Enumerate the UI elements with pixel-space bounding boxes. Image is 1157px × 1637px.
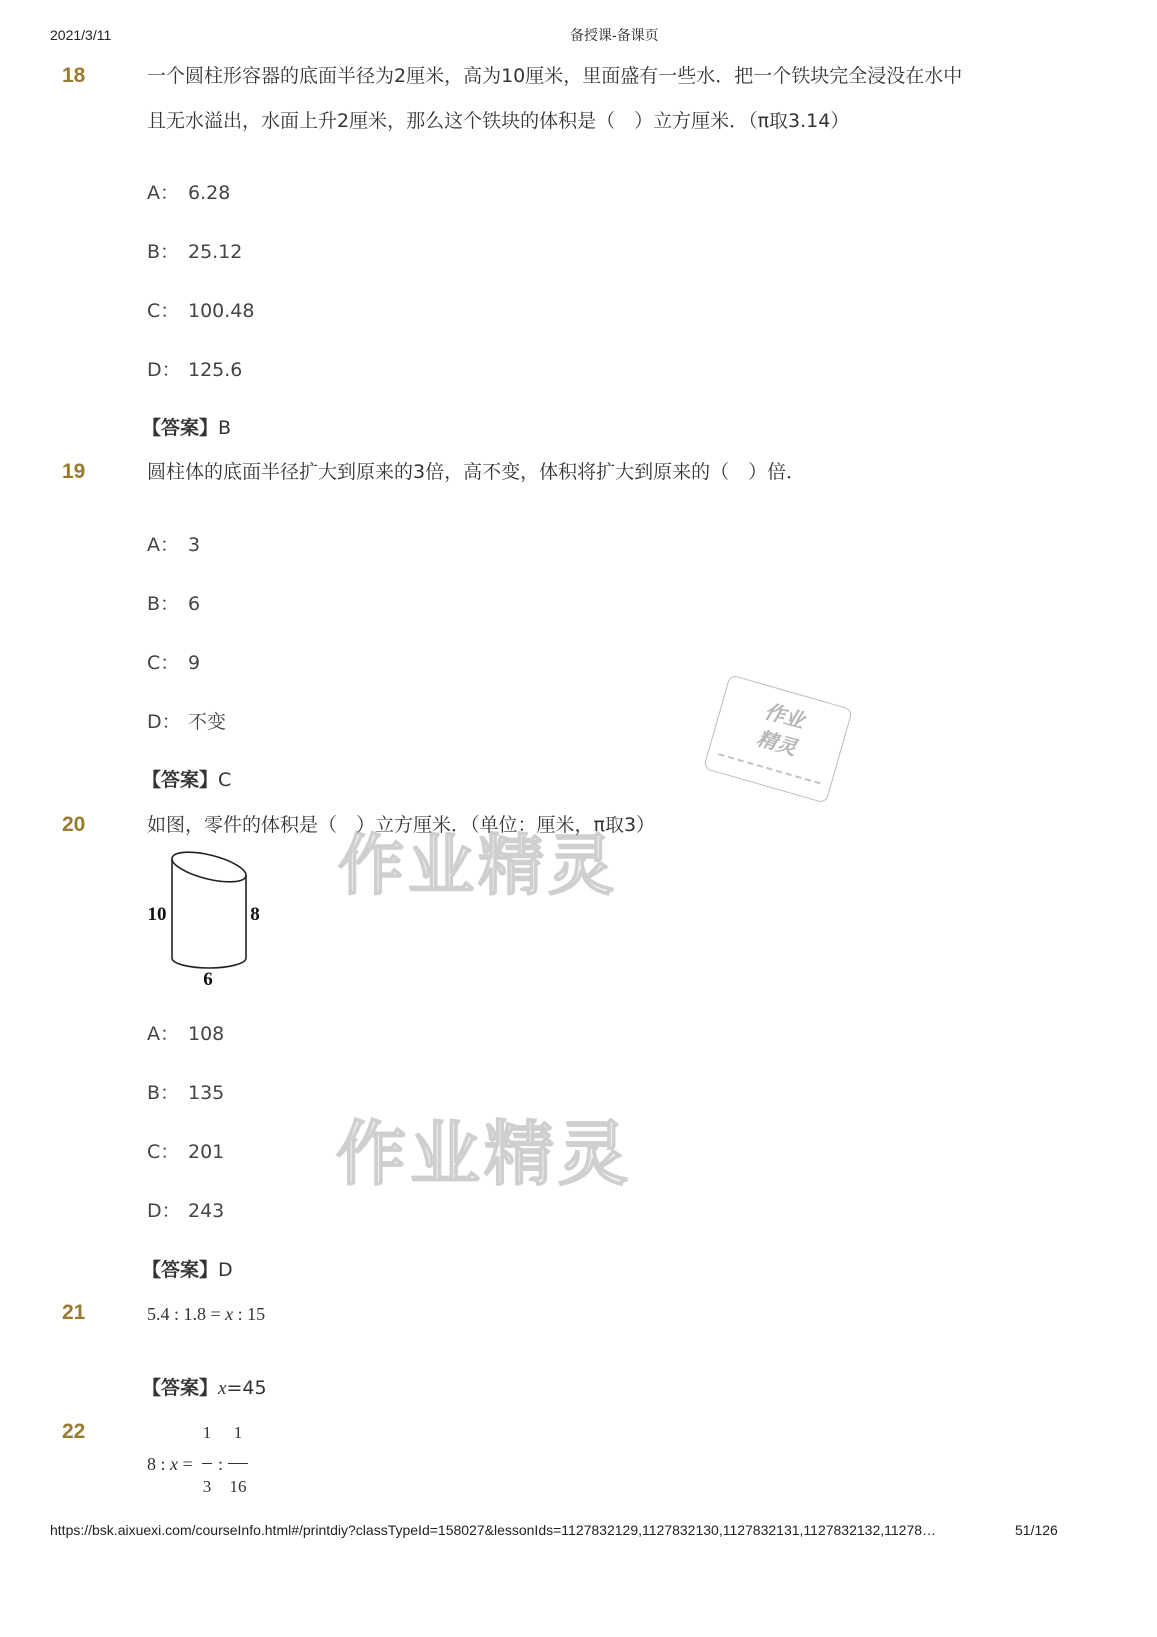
option-label: B： bbox=[147, 241, 180, 263]
option-value: 135 bbox=[188, 1082, 225, 1104]
equation-variable: x bbox=[170, 1454, 179, 1474]
fraction-numerator: 1 bbox=[233, 1423, 243, 1442]
option-value: 3 bbox=[188, 534, 201, 556]
option-label: B： bbox=[147, 1082, 180, 1104]
option-c bbox=[147, 1138, 224, 1166]
cylinder-bottom-arc bbox=[172, 958, 246, 968]
question-text-line: 一个圆柱形容器的底面半径为2厘米，高为10厘米，里面盛有一些水．把一个铁块完全浸没在水中 bbox=[147, 65, 963, 87]
option-value: 100.48 bbox=[188, 300, 255, 322]
page-header-title: 备授课-备课页 bbox=[570, 27, 659, 43]
ratio-equation bbox=[147, 1302, 265, 1326]
option-value: 108 bbox=[188, 1023, 225, 1045]
cylinder-top-ellipse bbox=[169, 846, 249, 888]
question-text-line: 如图，零件的体积是（ ）立方厘米．（单位：厘米，π取3） bbox=[147, 814, 656, 836]
answer-variable: x bbox=[218, 1378, 227, 1399]
answer-value: B bbox=[218, 417, 232, 439]
answer-label: 【答案】 bbox=[142, 1377, 219, 1399]
fraction bbox=[226, 1418, 250, 1502]
option-label: D： bbox=[147, 1200, 181, 1222]
answer-label: 【答案】 bbox=[142, 1259, 219, 1281]
option-label: B： bbox=[147, 593, 180, 615]
equation-left: 8 : x = bbox=[147, 1454, 193, 1474]
question-number: 20 bbox=[62, 813, 86, 836]
option-a bbox=[147, 1020, 224, 1048]
equation-left: 5.4 : 1.8 = bbox=[147, 1304, 226, 1324]
equation-right: : 15 bbox=[233, 1304, 266, 1324]
stamp-line: 精灵 bbox=[754, 725, 800, 760]
option-value: 25.12 bbox=[188, 241, 243, 263]
option-d bbox=[147, 356, 242, 384]
print-date: 2021/3/11 bbox=[50, 27, 112, 43]
fraction-denominator: 16 bbox=[229, 1477, 247, 1496]
option-label: A： bbox=[147, 534, 179, 556]
ratio-equation bbox=[140, 1418, 270, 1502]
stamp-line: 作业 bbox=[762, 698, 808, 733]
option-value: 6.28 bbox=[188, 182, 231, 204]
page-url: https://bsk.aixuexi.com/courseInfo.html#/printdiy?classTypeId=158027&lessonIds=1127832129,1127832130,1127832131,1127832132,11278… bbox=[50, 1522, 937, 1538]
watermark-text: 作业精灵 bbox=[336, 1113, 632, 1195]
question-number: 21 bbox=[62, 1301, 86, 1324]
watermark-text: 作业精灵 bbox=[338, 827, 618, 904]
option-value: 125.6 bbox=[188, 359, 243, 381]
fraction-bar bbox=[202, 1463, 212, 1464]
equation-variable: x bbox=[225, 1304, 234, 1324]
fraction-numerator: 1 bbox=[202, 1423, 212, 1442]
answer-label: 【答案】 bbox=[142, 417, 219, 439]
option-a bbox=[147, 179, 230, 207]
figure-label-right: 8 bbox=[250, 904, 260, 925]
cylinder-figure bbox=[130, 838, 280, 993]
answer bbox=[142, 414, 231, 442]
fraction-denominator: 3 bbox=[202, 1477, 212, 1496]
question-text-line: 圆柱体的底面半径扩大到原来的3倍，高不变，体积将扩大到原来的（ ）倍． bbox=[147, 461, 806, 483]
option-d bbox=[147, 708, 226, 736]
option-b bbox=[147, 238, 242, 266]
question-text-line: 且无水溢出，水面上升2厘米，那么这个铁块的体积是（ ）立方厘米．（π取3.14） bbox=[147, 110, 850, 132]
option-d bbox=[147, 1197, 224, 1225]
page-number: 51/126 bbox=[1015, 1522, 1058, 1538]
figure-label-bottom: 6 bbox=[203, 969, 213, 990]
option-label: C： bbox=[147, 1141, 180, 1163]
option-label: C： bbox=[147, 300, 180, 322]
stamp-dashed-line bbox=[718, 753, 820, 784]
figure-label-left: 10 bbox=[147, 904, 167, 925]
option-value: 243 bbox=[188, 1200, 225, 1222]
answer-value: C bbox=[218, 769, 232, 791]
option-value: 不变 bbox=[188, 711, 227, 733]
question-number: 19 bbox=[62, 460, 86, 483]
option-value: 6 bbox=[188, 593, 201, 615]
option-label: A： bbox=[147, 1023, 179, 1045]
fraction-bar bbox=[228, 1463, 248, 1464]
answer-value: D bbox=[218, 1259, 233, 1281]
option-b bbox=[147, 1079, 224, 1107]
answer-value: =45 bbox=[226, 1377, 267, 1399]
answer bbox=[142, 766, 231, 794]
option-label: D： bbox=[147, 711, 181, 733]
option-label: A： bbox=[147, 182, 179, 204]
answer-label: 【答案】 bbox=[142, 769, 219, 791]
fraction bbox=[198, 1418, 216, 1502]
question-number: 22 bbox=[62, 1420, 86, 1443]
option-label: D： bbox=[147, 359, 181, 381]
ratio-colon: : bbox=[218, 1454, 224, 1474]
option-b bbox=[147, 590, 200, 618]
option-label: C： bbox=[147, 652, 180, 674]
option-a bbox=[147, 531, 200, 559]
answer bbox=[142, 1374, 267, 1403]
option-value: 201 bbox=[188, 1141, 225, 1163]
watermark-stamp bbox=[703, 674, 853, 803]
option-c bbox=[147, 649, 200, 677]
answer bbox=[142, 1256, 233, 1284]
option-c bbox=[147, 297, 254, 325]
option-value: 9 bbox=[188, 652, 201, 674]
question-number: 18 bbox=[62, 64, 86, 87]
